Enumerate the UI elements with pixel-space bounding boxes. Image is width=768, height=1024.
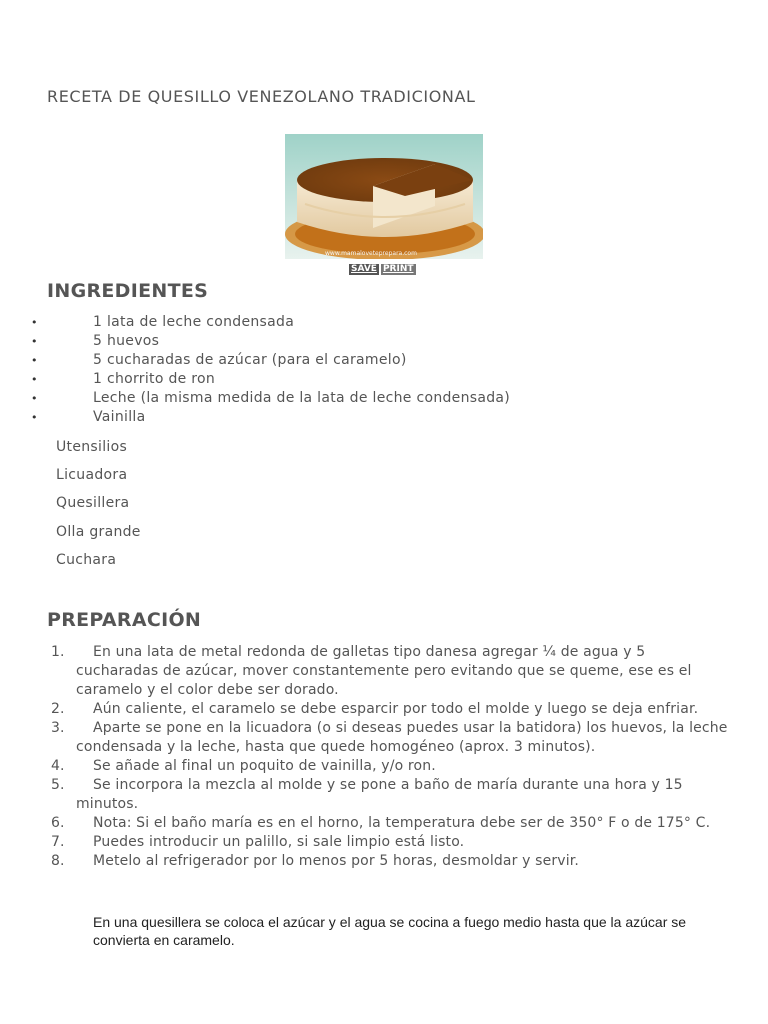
step-item: 4. Se añade al final un poquito de vainilla, y/o ron. — [51, 758, 436, 774]
list-item: • 5 cucharadas de azúcar (para el caramelo) — [31, 352, 407, 368]
bullet-icon: • — [31, 335, 38, 348]
preparation-heading: PREPARACIÓN — [47, 609, 202, 631]
save-button[interactable]: SAVE — [351, 264, 377, 274]
bullet-icon: • — [31, 354, 38, 367]
step-item: 2. Aún caliente, el caramelo se debe esparcir por todo el molde y luego se deja enfriar. — [51, 701, 699, 717]
list-item: • Leche (la misma medida de la lata de leche condensada) — [31, 390, 511, 406]
ingredients-heading: INGREDIENTES — [47, 280, 209, 302]
bullet-icon: • — [31, 316, 38, 329]
list-item: • 1 chorrito de ron — [31, 371, 216, 387]
quesillo-photo — [285, 134, 483, 259]
ingredients-list — [0, 313, 510, 427]
step-item: 3. Aparte se pone en la licuadora (o si deseas puedes usar la batidora) los huevos, la leche condensada y la leche, hasta que quede homogéneo (aprox. 3 minutos). — [51, 720, 728, 755]
bullet-icon: • — [31, 392, 38, 405]
photo-watermark: www.mamaloveteprepara.com — [325, 250, 417, 257]
bullet-icon: • — [31, 373, 38, 386]
caramel-note: En una quesillera se coloca el azúcar y el agua se cocina a fuego medio hasta que la azúcar se convierta en caramelo. — [93, 914, 687, 948]
utensils-heading: Utensilios — [56, 439, 128, 455]
utensil-item: Cuchara — [56, 551, 117, 568]
recipe-title: RECETA DE QUESILLO VENEZOLANO TRADICIONAL — [47, 87, 476, 106]
step-item: 8. Metelo al refrigerador por lo menos por 5 horas, desmoldar y servir. — [51, 853, 579, 869]
bullet-icon: • — [31, 411, 38, 424]
utensil-item: Olla grande — [56, 523, 141, 540]
list-item: • 5 huevos — [31, 333, 160, 349]
utensil-item: Quesillera — [56, 495, 130, 512]
step-item: 6. Nota: Si el baño maría es en el horno, la temperatura debe ser de 350° F o de 175° C. — [51, 815, 711, 831]
step-item: 5. Se incorpora la mezcla al molde y se pone a baño de maría durante una hora y 15 minutos. — [51, 777, 683, 812]
preparation-steps — [0, 643, 730, 871]
step-item: 1. En una lata de metal redonda de galletas tipo danesa agregar ¼ de agua y 5 cucharadas de azúcar, mover constantemente pero evitando que se queme, ese es el caramelo y el color debe ser dorado. — [51, 644, 692, 698]
quesillo-illustration — [285, 134, 483, 259]
step-item: 7. Puedes introducir un palillo, si sale limpio está listo. — [51, 834, 465, 850]
utensils-section — [56, 436, 141, 577]
list-item: • Vainilla — [31, 409, 146, 425]
list-item: • 1 lata de leche condensada — [31, 314, 295, 330]
photo-actions — [349, 264, 416, 275]
print-button[interactable]: PRINT — [382, 264, 414, 274]
utensil-item: Licuadora — [56, 467, 128, 484]
